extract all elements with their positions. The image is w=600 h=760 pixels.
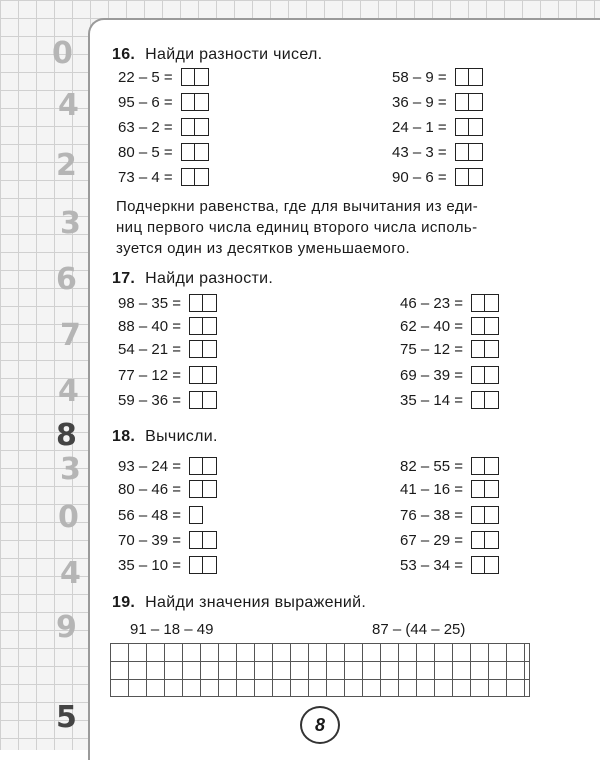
- equation: [392, 141, 483, 163]
- answer-cell[interactable]: [485, 317, 499, 335]
- decorative-digit: 3: [60, 452, 81, 487]
- answer-boxes[interactable]: [471, 506, 499, 524]
- equation-expression: 82 – 55 =: [400, 457, 463, 475]
- equation: [118, 455, 217, 477]
- task-heading: Найди разности чисел.: [145, 46, 323, 63]
- answer-boxes[interactable]: [471, 340, 499, 358]
- equation-expression: 62 – 40 =: [400, 317, 463, 335]
- answer-cell[interactable]: [189, 391, 203, 409]
- answer-boxes[interactable]: [455, 143, 483, 161]
- equation-expression: 95 – 6 =: [118, 93, 173, 111]
- decorative-digit: 4: [58, 88, 79, 123]
- answer-boxes[interactable]: [471, 457, 499, 475]
- answer-cell[interactable]: [485, 480, 499, 498]
- answer-boxes[interactable]: [455, 68, 483, 86]
- answer-boxes[interactable]: [189, 506, 203, 524]
- answer-cell[interactable]: [455, 68, 469, 86]
- decorative-digit: 4: [60, 556, 81, 591]
- equation-expression: 35 – 10 =: [118, 556, 181, 574]
- equation: [118, 478, 217, 500]
- answer-cell[interactable]: [471, 340, 485, 358]
- answer-cell[interactable]: [471, 506, 485, 524]
- answer-cell[interactable]: [189, 457, 203, 475]
- answer-boxes[interactable]: [189, 340, 217, 358]
- answer-cell[interactable]: [189, 294, 203, 312]
- task-number: 16.: [112, 46, 136, 63]
- answer-cell[interactable]: [485, 556, 499, 574]
- equation: [118, 315, 217, 337]
- answer-cell[interactable]: [189, 366, 203, 384]
- decorative-digit: 6: [56, 262, 77, 297]
- equation-expression: 24 – 1 =: [392, 118, 447, 136]
- answer-cell[interactable]: [189, 340, 203, 358]
- equation: [392, 116, 483, 138]
- answer-cell[interactable]: [471, 556, 485, 574]
- equation-expression: 70 – 39 =: [118, 531, 181, 549]
- answer-cell[interactable]: [485, 366, 499, 384]
- equation: [118, 292, 217, 314]
- expression-left: 91 – 18 – 49: [130, 620, 214, 638]
- answer-boxes[interactable]: [181, 68, 209, 86]
- task-heading: Вычисли.: [145, 428, 218, 445]
- equation-expression: 46 – 23 =: [400, 294, 463, 312]
- answer-cell[interactable]: [181, 118, 195, 136]
- answer-cell[interactable]: [471, 391, 485, 409]
- equation: [118, 529, 217, 551]
- decorative-digit: 4: [58, 374, 79, 409]
- instruction-line: зуется один из десятков уменьшаемого.: [116, 240, 411, 257]
- answer-boxes[interactable]: [181, 168, 209, 186]
- answer-cell[interactable]: [469, 68, 483, 86]
- equation-expression: 56 – 48 =: [118, 506, 181, 524]
- answer-boxes[interactable]: [471, 317, 499, 335]
- expression-right: 87 – (44 – 25): [372, 620, 466, 638]
- answer-cell[interactable]: [203, 340, 217, 358]
- equation: [392, 91, 483, 113]
- answer-cell[interactable]: [181, 168, 195, 186]
- answer-cell[interactable]: [195, 168, 209, 186]
- equation-expression: 58 – 9 =: [392, 68, 447, 86]
- equation-expression: 54 – 21 =: [118, 340, 181, 358]
- equation: [400, 315, 499, 337]
- answer-boxes[interactable]: [471, 480, 499, 498]
- answer-cell[interactable]: [485, 391, 499, 409]
- answer-cell[interactable]: [455, 168, 469, 186]
- answer-boxes[interactable]: [181, 118, 209, 136]
- equation-expression: 88 – 40 =: [118, 317, 181, 335]
- answer-cell[interactable]: [195, 68, 209, 86]
- equation: [118, 141, 209, 163]
- answer-cell[interactable]: [471, 317, 485, 335]
- task-17-title: [112, 270, 273, 288]
- answer-boxes[interactable]: [189, 480, 217, 498]
- answer-cell[interactable]: [181, 93, 195, 111]
- answer-cell[interactable]: [469, 118, 483, 136]
- equation-expression: 59 – 36 =: [118, 391, 181, 409]
- answer-cell[interactable]: [181, 143, 195, 161]
- answer-cell[interactable]: [189, 506, 203, 524]
- answer-cell[interactable]: [485, 457, 499, 475]
- decorative-digit: 2: [56, 148, 77, 183]
- answer-boxes[interactable]: [181, 93, 209, 111]
- equation-expression: 76 – 38 =: [400, 506, 463, 524]
- task-number: 17.: [112, 270, 136, 287]
- answer-cell[interactable]: [203, 531, 217, 549]
- answer-cell[interactable]: [189, 480, 203, 498]
- task-19-title: [112, 594, 366, 612]
- equation-expression: 41 – 16 =: [400, 480, 463, 498]
- equation-expression: 93 – 24 =: [118, 457, 181, 475]
- answer-boxes[interactable]: [181, 143, 209, 161]
- answer-boxes[interactable]: [189, 531, 217, 549]
- equation: [400, 504, 499, 526]
- equation: [400, 478, 499, 500]
- answer-boxes[interactable]: [471, 294, 499, 312]
- equation-expression: 36 – 9 =: [392, 93, 447, 111]
- instruction-line: ниц первого числа единиц второго числа исполь-: [116, 219, 478, 236]
- decorative-digit: 8: [56, 418, 77, 453]
- equation: [118, 364, 217, 386]
- answer-cell[interactable]: [471, 457, 485, 475]
- answer-cell[interactable]: [469, 143, 483, 161]
- equation-expression: 67 – 29 =: [400, 531, 463, 549]
- equation: [118, 338, 217, 360]
- equation: [400, 554, 499, 576]
- answer-boxes[interactable]: [471, 531, 499, 549]
- decorative-digit: 0: [58, 500, 79, 535]
- answer-cell[interactable]: [485, 340, 499, 358]
- answer-cell[interactable]: [455, 93, 469, 111]
- decorative-digit: 3: [60, 206, 81, 241]
- task-number: 19.: [112, 594, 136, 611]
- equation: [400, 455, 499, 477]
- answer-boxes[interactable]: [455, 168, 483, 186]
- answer-cell[interactable]: [471, 366, 485, 384]
- task-heading: Найди значения выражений.: [145, 594, 367, 611]
- answer-cell[interactable]: [189, 531, 203, 549]
- equation-expression: 63 – 2 =: [118, 118, 173, 136]
- equation: [118, 166, 209, 188]
- equation: [400, 364, 499, 386]
- answer-cell[interactable]: [485, 506, 499, 524]
- answer-cell[interactable]: [471, 531, 485, 549]
- answer-cell[interactable]: [195, 118, 209, 136]
- answer-boxes[interactable]: [189, 457, 217, 475]
- answer-cell[interactable]: [203, 317, 217, 335]
- answer-boxes[interactable]: [189, 391, 217, 409]
- equation-expression: 80 – 46 =: [118, 480, 181, 498]
- equation-expression: 75 – 12 =: [400, 340, 463, 358]
- task-heading: Найди разности.: [145, 270, 274, 287]
- equation-expression: 98 – 35 =: [118, 294, 181, 312]
- answer-boxes[interactable]: [471, 391, 499, 409]
- answer-cell[interactable]: [469, 168, 483, 186]
- instruction-line: Подчеркни равенства, где для вычитания из еди-: [116, 198, 479, 215]
- equation: [400, 389, 499, 411]
- equation: [118, 504, 203, 526]
- equation-expression: 35 – 14 =: [400, 391, 463, 409]
- equation-expression: 80 – 5 =: [118, 143, 173, 161]
- equation: [118, 116, 209, 138]
- decorative-digit: 7: [60, 318, 81, 353]
- answer-grid[interactable]: [110, 643, 530, 697]
- answer-cell[interactable]: [455, 143, 469, 161]
- answer-cell[interactable]: [203, 556, 217, 574]
- answer-cell[interactable]: [471, 480, 485, 498]
- equation: [118, 66, 209, 88]
- equation: [392, 66, 483, 88]
- equation-expression: 22 – 5 =: [118, 68, 173, 86]
- equation-expression: 53 – 34 =: [400, 556, 463, 574]
- equation: [392, 166, 483, 188]
- answer-cell[interactable]: [195, 143, 209, 161]
- answer-cell[interactable]: [485, 531, 499, 549]
- equation-expression: 69 – 39 =: [400, 366, 463, 384]
- answer-cell[interactable]: [181, 68, 195, 86]
- equation: [400, 338, 499, 360]
- answer-boxes[interactable]: [189, 317, 217, 335]
- decorative-digit: 9: [56, 610, 77, 645]
- answer-cell[interactable]: [455, 118, 469, 136]
- equation-expression: 73 – 4 =: [118, 168, 173, 186]
- equation-expression: 77 – 12 =: [118, 366, 181, 384]
- task-18-title: [112, 428, 218, 446]
- equation: [118, 91, 209, 113]
- equation-expression: 90 – 6 =: [392, 168, 447, 186]
- answer-boxes[interactable]: [455, 118, 483, 136]
- answer-cell[interactable]: [203, 294, 217, 312]
- answer-cell[interactable]: [203, 366, 217, 384]
- equation: [118, 389, 217, 411]
- answer-cell[interactable]: [203, 457, 217, 475]
- answer-cell[interactable]: [485, 294, 499, 312]
- answer-cell[interactable]: [203, 480, 217, 498]
- equation: [400, 292, 499, 314]
- answer-cell[interactable]: [195, 93, 209, 111]
- equation: [118, 554, 217, 576]
- task-number: 18.: [112, 428, 136, 445]
- answer-boxes[interactable]: [455, 93, 483, 111]
- decorative-digit: 5: [56, 700, 77, 735]
- answer-cell[interactable]: [469, 93, 483, 111]
- task-16-title: [112, 46, 322, 64]
- answer-boxes[interactable]: [189, 294, 217, 312]
- answer-boxes[interactable]: [189, 556, 217, 574]
- answer-boxes[interactable]: [471, 556, 499, 574]
- answer-cell[interactable]: [203, 391, 217, 409]
- answer-boxes[interactable]: [189, 366, 217, 384]
- task-16-instruction: [116, 196, 536, 259]
- answer-cell[interactable]: [471, 294, 485, 312]
- page-number: 8: [300, 706, 340, 744]
- answer-cell[interactable]: [189, 556, 203, 574]
- decorative-digit: 0: [52, 36, 73, 71]
- equation: [400, 529, 499, 551]
- equation-expression: 43 – 3 =: [392, 143, 447, 161]
- answer-boxes[interactable]: [471, 366, 499, 384]
- answer-cell[interactable]: [189, 317, 203, 335]
